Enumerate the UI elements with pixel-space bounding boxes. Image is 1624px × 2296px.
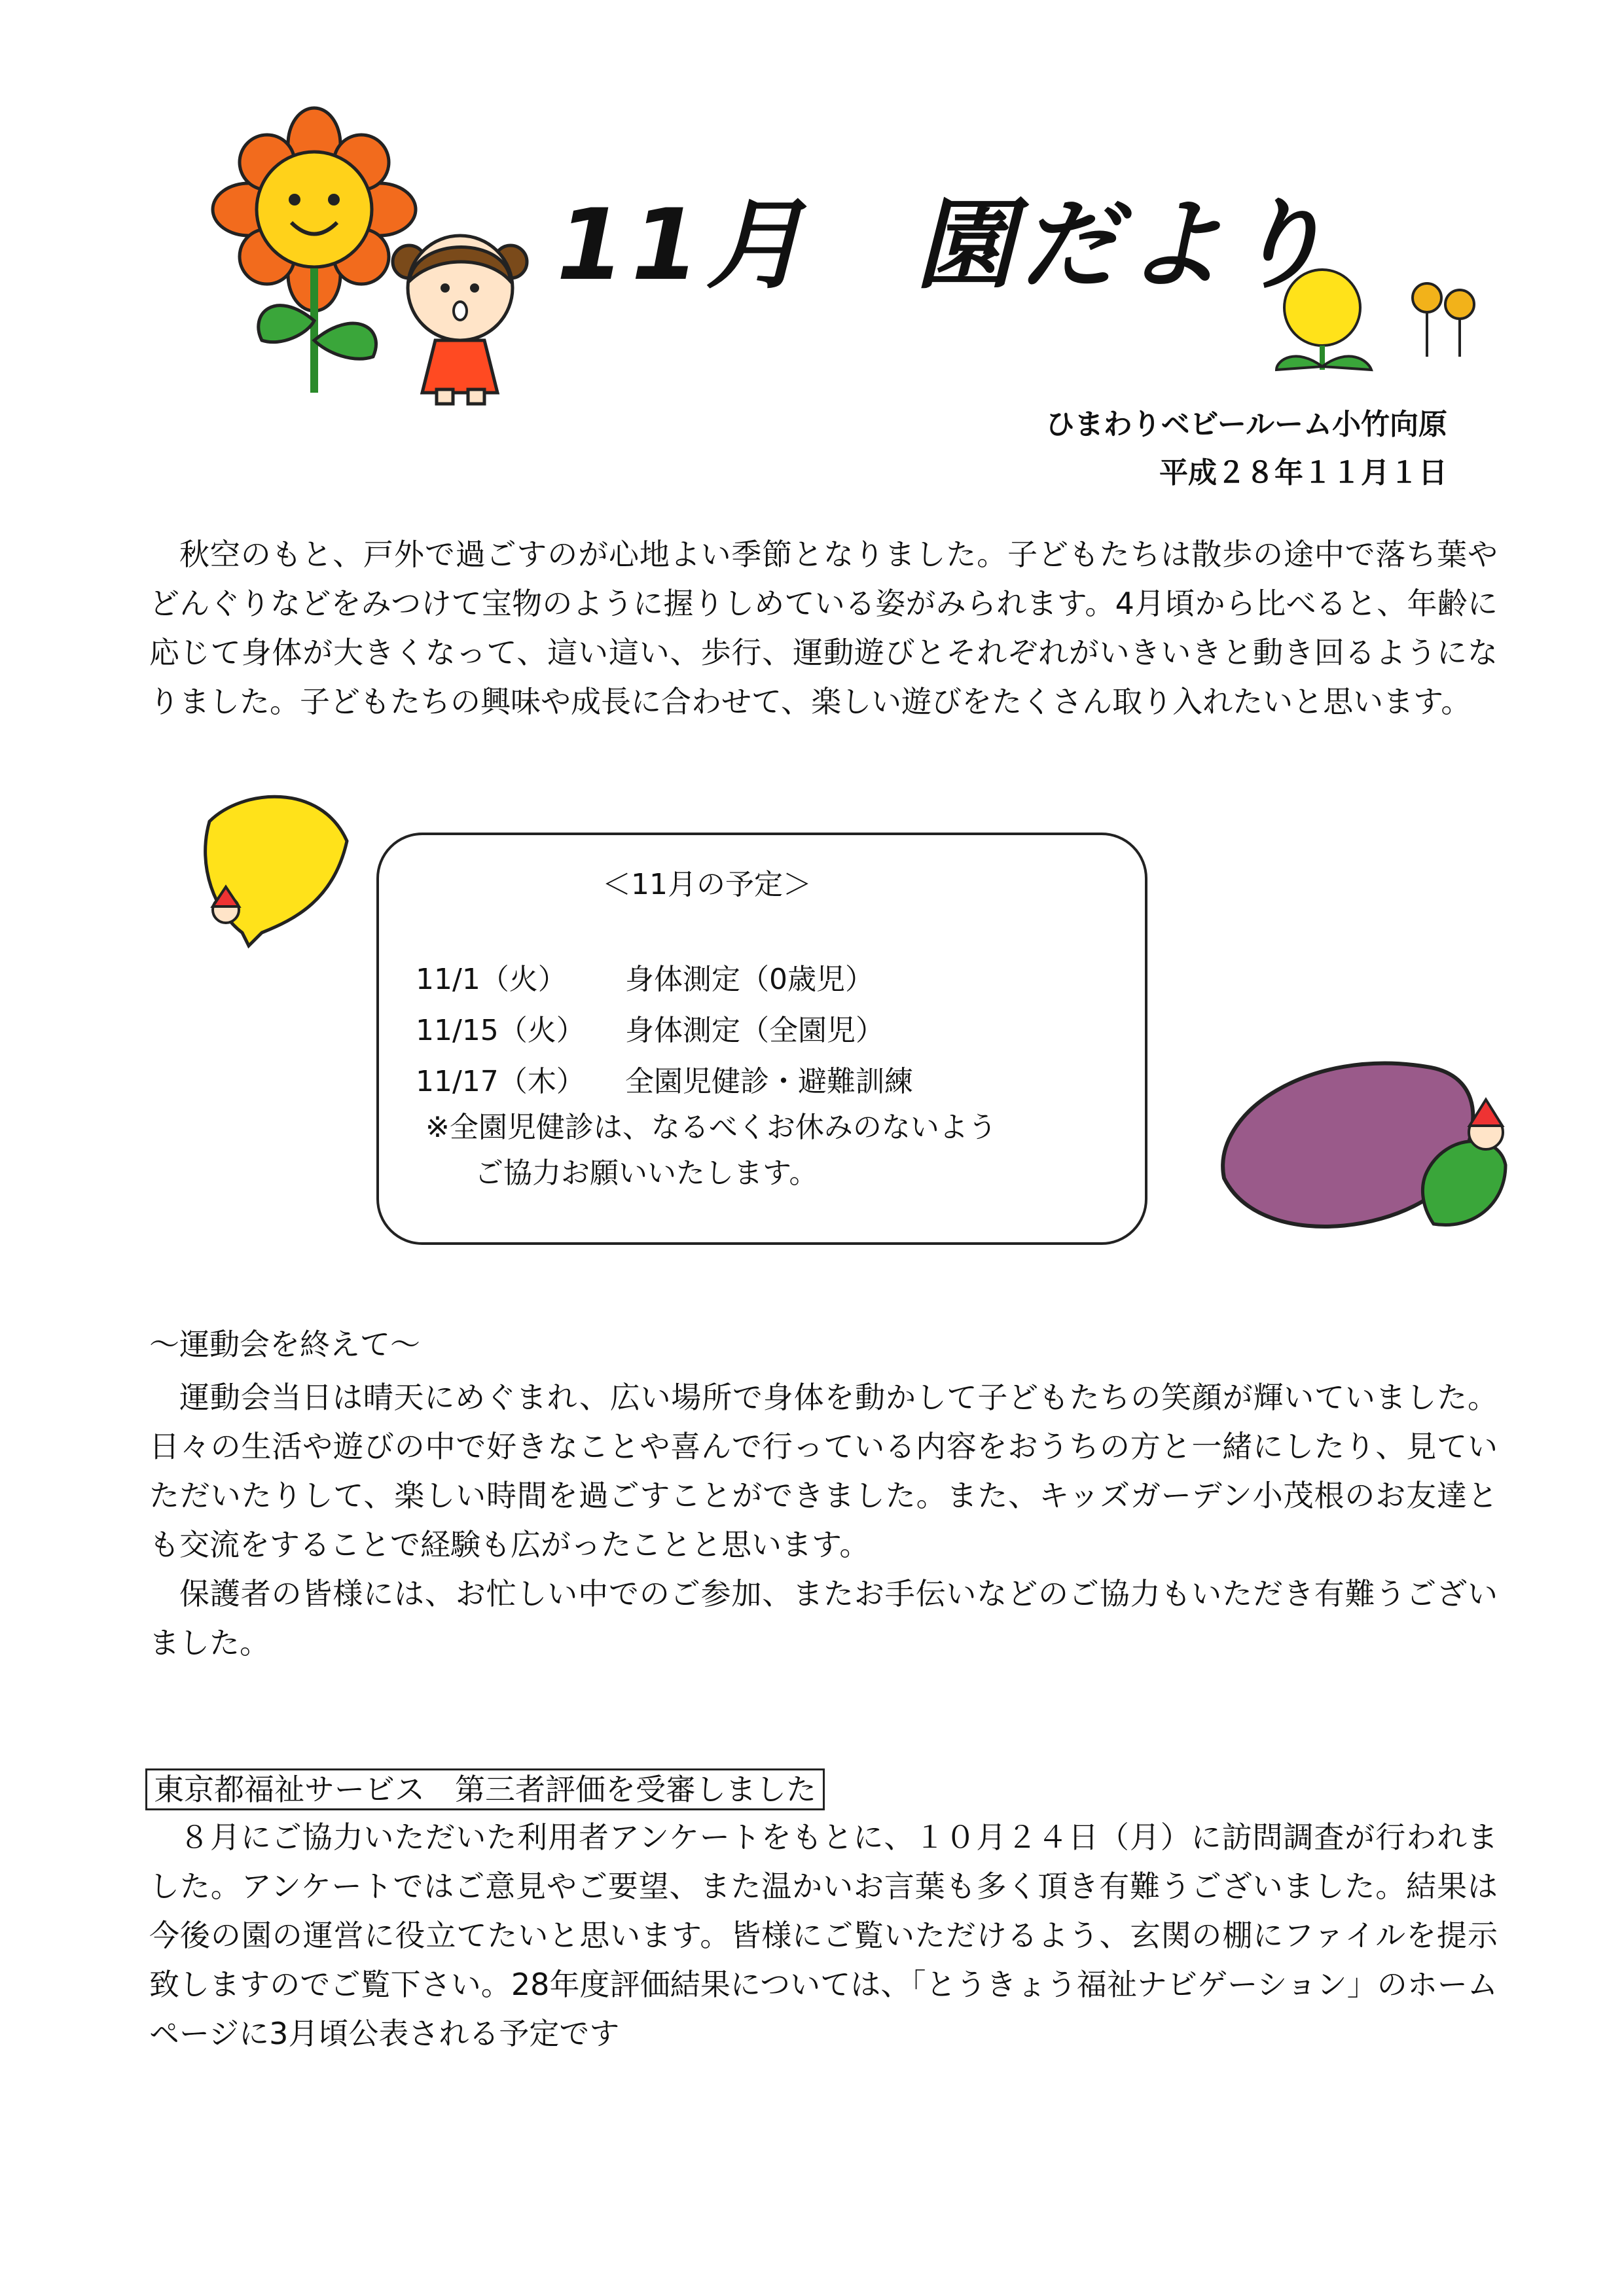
evaluation-heading-text: 東京都福祉サービス 第三者評価を受審しました [145, 1768, 825, 1810]
sports-day-paragraph-2: 保護者の皆様には、お忙しい中でのご参加、またお手伝いなどのご協力もいただき有難うございました。 [149, 1576, 1498, 1660]
evaluation-heading [145, 1766, 825, 1809]
schedule-event: 身体測定（0歳児） [625, 963, 874, 996]
schedule-event: 全園児健診・避難訓練 [625, 1065, 913, 1098]
intro-paragraph: 秋空のもと、戸外で過ごすのが心地よい季節となりました。子どもたちは散歩の途中で落ち葉やどんぐりなどをみつけて宝物のように握りしめている姿がみられます。4月頃から比べると、年齢に応じて身体が大きくなって、這い這い、歩行、運動遊びとそれぞれがいきいきと動き回るようになりました。子どもたちの興味や成長に合わせて、楽しい遊びをたくさん取り入れたいと思います。 [149, 537, 1498, 719]
issue-date: 平成２８年１１月１日 [1159, 456, 1447, 490]
sports-day-paragraph-1: 運動会当日は晴天にめぐまれ、広い場所で身体を動かして子どもたちの笑顔が輝いていました。日々の生活や遊びの中で好きなことや喜んで行っている内容をおうちの方と一緒にしたり、見ていただいたりして、楽しい時間を過ごすことができました。また、キッズガーデン小茂根のお友達とも交流をすることで経験も広がったことと思います。 [149, 1380, 1498, 1562]
page-title: 11月 園だより [556, 188, 1335, 302]
schedule-date: 11/15（火） [416, 1014, 585, 1047]
schedule-note-line2: ご協力お願いいたします。 [475, 1157, 818, 1190]
schedule-item [416, 956, 874, 997]
schedule-note-line1: ※全園児健診は、なるべくお休みのないよう [425, 1111, 997, 1144]
organization-name: ひまわりベビールーム小竹向原 [1045, 408, 1447, 441]
sports-day-heading: ～運動会を終えて～ [149, 1327, 420, 1362]
schedule-event: 身体測定（全園児） [625, 1014, 884, 1047]
girl-illustration [383, 223, 533, 406]
schedule-date: 11/17（木） [416, 1065, 585, 1098]
schedule-item [416, 1058, 913, 1100]
evaluation-paragraph: ８月にご協力いただいた利用者アンケートをもとに、１０月２４日（月）に訪問調査が行われました。アンケートではご意見やご要望、また温かいお言葉も多く頂き有難うございました。結果は今後の園の運営に役立てたいと思います。皆様にご覧いただけるよう、玄関の棚にファイルを提示致しますのでご覧下さい。28年度評価結果については、「とうきょう福祉ナビゲーション」のホームページに3月頃公表される予定です [149, 1820, 1498, 2051]
schedule-title: ＜11月の予定＞ [602, 868, 812, 901]
ginkgo-leaf-illustration [190, 782, 360, 952]
schedule-date: 11/1（火） [416, 963, 567, 996]
schedule-item [416, 1007, 884, 1049]
candy-stick-illustration [1407, 275, 1479, 360]
sweet-potato-illustration [1211, 1034, 1538, 1270]
